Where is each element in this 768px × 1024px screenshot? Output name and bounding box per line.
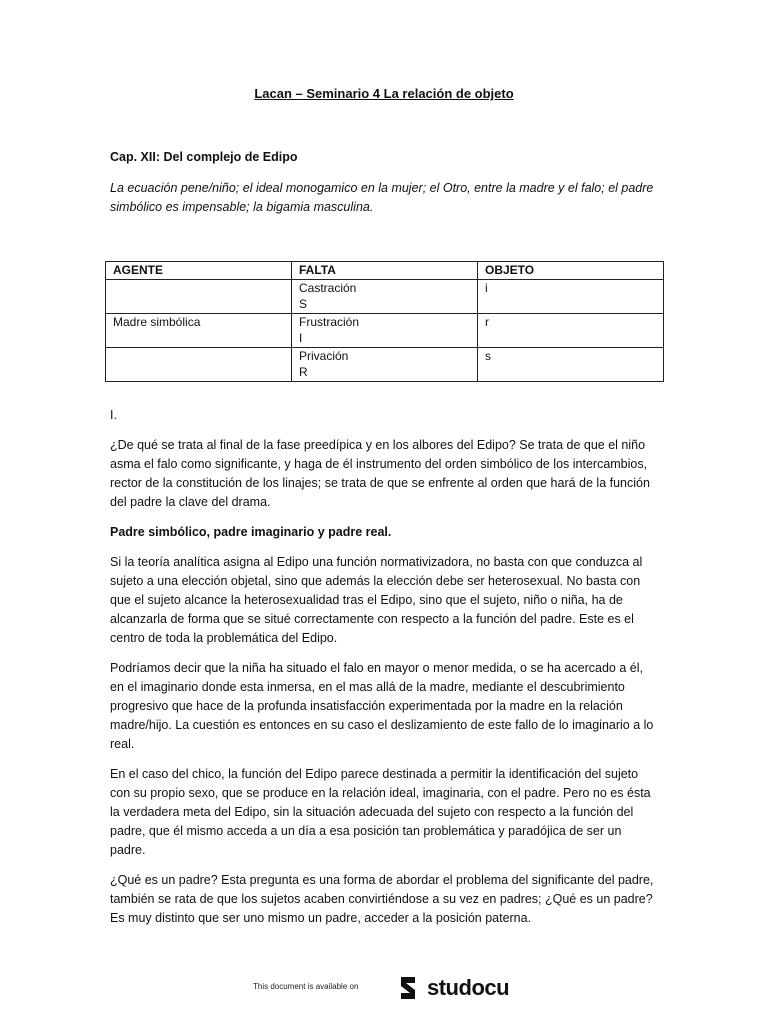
document-body (110, 406, 658, 939)
table-row (106, 314, 664, 348)
cell-objeto: s (478, 348, 664, 382)
falta-label: Castración (299, 281, 357, 295)
cell-falta (292, 314, 478, 348)
table-header-row (106, 262, 664, 280)
paragraph: Si la teoría analítica asigna al Edipo una función normativizadora, no basta con que conduzca al sujeto a una elección objetal, sino que además la elección debe ser heterosexual. No basta con que el sujeto alcance la heterosexualidad tras el Edipo, sino que el sujeto, niño o niña, ha de alcanzarla de forma que se situé correctamente con respecto a la función del padre. Este es el centro de toda la problemática del Edipo. (110, 555, 643, 645)
section-number: I. (110, 408, 117, 422)
cell-objeto: r (478, 314, 664, 348)
section-heading: Padre simbólico, padre imaginario y padre real. (110, 525, 392, 539)
header-agente: AGENTE (106, 262, 292, 280)
chapter-heading: Cap. XII: Del complejo de Edipo (110, 150, 298, 164)
falta-label: Privación (299, 349, 349, 363)
falta-register: I (299, 331, 303, 345)
cell-objeto: i (478, 280, 664, 314)
chapter-subtitle: La ecuación pene/niño; el ideal monogamico en la mujer; el Otro, entre la madre y el falo; el padre simbólico es impensable; la bigamia masculina. (110, 181, 654, 214)
table-row (106, 348, 664, 382)
paragraph: Podríamos decir que la niña ha situado el falo en mayor o menor medida, o se ha acercado a él, en el imaginario donde esta inmersa, en el mas allá de la madre, mediante el descubrimiento progresivo que hace de la profunda insatisfacción experimentada por la madre en la relación madre/hijo. La cuestión es entonces en su caso el deslizamiento de este fallo de lo imaginario a lo real. (110, 661, 654, 751)
falta-register: R (299, 365, 308, 379)
cell-falta (292, 280, 478, 314)
cell-agente: Madre simbólica (106, 314, 292, 348)
cell-agente (106, 280, 292, 314)
table-row (106, 280, 664, 314)
falta-table (105, 261, 664, 382)
paragraph: ¿De qué se trata al final de la fase preedípica y en los albores del Edipo? Se trata de que el niño asma el falo como significante, y haga de él instrumento del orden simbólico de los intercambios, rector de la constitución de los linajes; se trata de que se enfrente al orden que hará de la función del padre la clave del drama. (110, 438, 650, 509)
paragraph: En el caso del chico, la función del Edipo parece destinada a permitir la identificación del sujeto con su propio sexo, que se produce en la relación ideal, imaginaria, con el padre. Pero no es ésta la verdadera meta del Edipo, sin la situación adecuada del sujeto con respecto a la función del padre, que él mismo acceda a un día a esa posición tan problemática y paradójica de ser un padre. (110, 767, 651, 857)
cell-falta (292, 348, 478, 382)
document-title: Lacan – Seminario 4 La relación de objeto (254, 86, 514, 101)
cell-agente (106, 348, 292, 382)
studocu-brand: studocu (427, 975, 510, 1000)
falta-label: Frustración (299, 315, 360, 329)
falta-register: S (299, 297, 308, 311)
availability-text: This document is available on (253, 982, 359, 991)
studocu-logo-icon (393, 973, 423, 1003)
header-objeto: OBJETO (478, 262, 664, 280)
paragraph: ¿Qué es un padre? Esta pregunta es una forma de abordar el problema del significante del padre, también se rata de que los sujetos acaben convirtiéndose a su vez en padres; ¿Qué es un padre? Es muy distinto que ser uno mismo un padre, acceder a la posición paterna. (110, 873, 654, 925)
header-falta: FALTA (292, 262, 478, 280)
studocu-footer[interactable] (0, 970, 768, 1010)
